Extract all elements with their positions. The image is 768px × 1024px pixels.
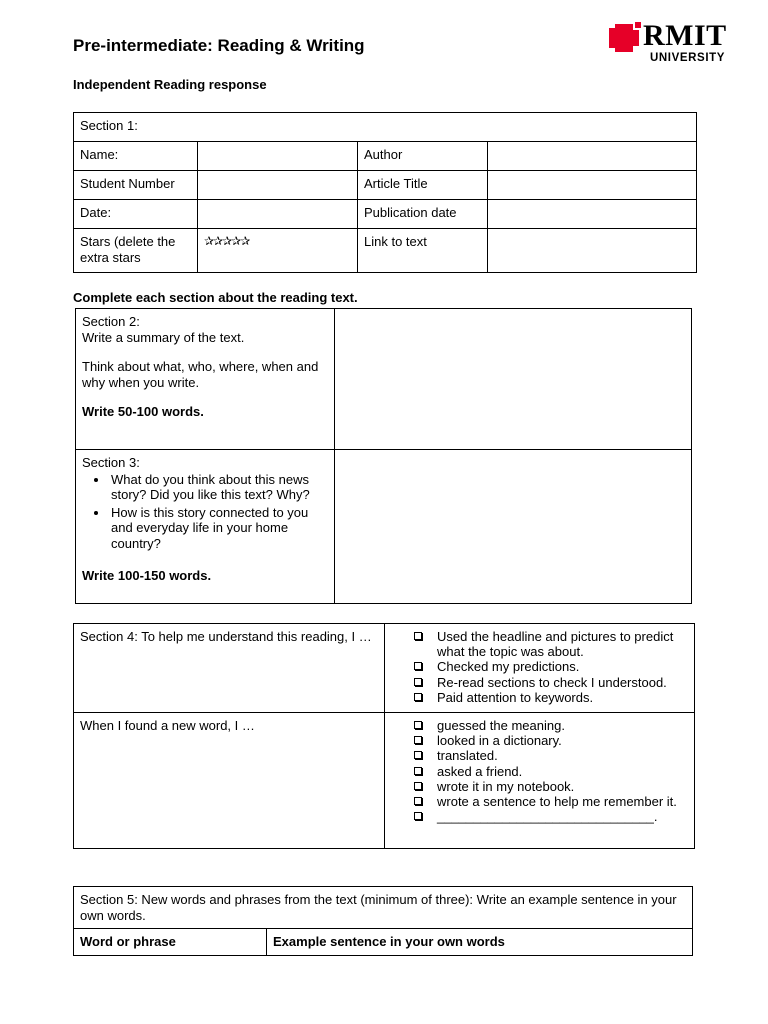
list-item[interactable]	[414, 733, 688, 748]
table-row	[74, 929, 693, 956]
word-or-phrase-header: Word or phrase	[74, 929, 267, 956]
checkbox-label: asked a friend.	[437, 763, 523, 779]
checkbox-icon[interactable]	[414, 767, 422, 775]
author-field[interactable]	[488, 142, 697, 171]
checkbox-label: Checked my predictions.	[437, 659, 580, 675]
list-item[interactable]	[414, 779, 688, 794]
table-row	[76, 450, 692, 604]
checkbox-label: ______________________________.	[437, 809, 658, 825]
checkbox-icon[interactable]	[414, 736, 422, 744]
section2-line2: Think about what, who, where, when and why when you write.	[82, 359, 319, 390]
section4-strategies	[385, 624, 695, 713]
checkbox-icon[interactable]	[414, 782, 422, 790]
section2-answer-field[interactable]	[335, 309, 692, 450]
section4-prompt: Section 4: To help me understand this reading, I …	[74, 624, 385, 713]
section3-prompt	[76, 450, 335, 604]
checkbox-icon[interactable]	[414, 751, 422, 759]
checkbox-icon[interactable]	[414, 721, 422, 729]
section5-heading: Section 5: New words and phrases from the text (minimum of three): Write an example sentence in your own words.	[74, 887, 693, 929]
publication-date-field[interactable]	[488, 200, 697, 229]
section5-table	[73, 886, 693, 956]
checkbox-icon[interactable]	[414, 678, 422, 686]
section1-table	[73, 112, 697, 273]
section3-answer-field[interactable]	[335, 450, 692, 604]
rmit-pixel-mark-icon	[609, 22, 641, 54]
table-row	[74, 624, 695, 713]
list-item[interactable]	[414, 764, 688, 779]
strategy-checklist	[385, 629, 688, 705]
section2-3-table	[75, 308, 692, 604]
date-label: Date:	[74, 200, 198, 229]
checkbox-label: guessed the meaning.	[437, 718, 565, 733]
checkbox-icon[interactable]	[414, 693, 422, 701]
table-row	[74, 200, 697, 229]
checkbox-label: wrote it in my notebook.	[437, 778, 575, 794]
new-word-prompt: When I found a new word, I …	[74, 713, 385, 849]
checkbox-icon[interactable]	[414, 632, 422, 640]
section2-line1: Write a summary of the text.	[82, 329, 245, 345]
checkbox-label: Used the headline and pictures to predict what the topic was about.	[437, 629, 674, 660]
checkbox-label: Re-read sections to check I understood.	[437, 674, 667, 690]
section2-heading: Section 2:	[82, 314, 140, 329]
logo-subtitle: UNIVERSITY	[650, 52, 726, 64]
checkbox-label: translated.	[437, 748, 498, 764]
list-item[interactable]	[414, 718, 688, 733]
list-item[interactable]	[414, 748, 688, 763]
table-row	[74, 142, 697, 171]
section2-word-count: Write 50-100 words.	[82, 404, 204, 420]
instruction-text: Complete each section about the reading text.	[73, 290, 358, 305]
section3-questions	[82, 472, 328, 552]
section1-heading: Section 1:	[74, 113, 697, 142]
table-row	[74, 229, 697, 273]
article-title-field[interactable]	[488, 171, 697, 200]
list-item[interactable]	[414, 659, 688, 674]
checkbox-icon[interactable]	[414, 662, 422, 670]
name-label: Name:	[74, 142, 198, 171]
link-to-text-label: Link to text	[358, 229, 488, 273]
list-item: • How is this story connected to you and everyday life in your home country?	[109, 505, 328, 552]
student-number-field[interactable]	[198, 171, 358, 200]
article-title-label: Article Title	[358, 171, 488, 200]
section4-table	[73, 623, 695, 849]
link-to-text-field[interactable]	[488, 229, 697, 273]
example-sentence-header: Example sentence in your own words	[267, 929, 693, 956]
list-item[interactable]	[414, 794, 688, 809]
list-item[interactable]	[414, 629, 688, 659]
new-word-checklist	[385, 718, 688, 824]
list-item: • What do you think about this news story? Did you like this text? Why?	[109, 472, 328, 503]
name-field[interactable]	[198, 142, 358, 171]
author-label: Author	[358, 142, 488, 171]
checkbox-icon[interactable]	[414, 812, 422, 820]
checkbox-label: wrote a sentence to help me remember it.	[437, 794, 677, 810]
student-number-label: Student Number	[74, 171, 198, 200]
stars-rating[interactable]: ✰✰✰✰✰	[198, 229, 358, 273]
document-subtitle: Independent Reading response	[73, 77, 267, 92]
list-item[interactable]	[414, 690, 688, 705]
table-row	[74, 171, 697, 200]
checkbox-icon[interactable]	[414, 797, 422, 805]
section2-prompt	[76, 309, 335, 450]
list-item[interactable]	[414, 809, 688, 824]
section3-word-count: Write 100-150 words.	[82, 567, 212, 583]
new-word-strategies	[385, 713, 695, 849]
table-row	[76, 309, 692, 450]
date-field[interactable]	[198, 200, 358, 229]
checkbox-label: looked in a dictionary.	[437, 733, 562, 749]
rmit-logo	[609, 19, 749, 72]
stars-label: Stars (delete the extra stars	[74, 229, 198, 273]
publication-date-label: Publication date	[358, 200, 488, 229]
logo-wordmark: RMIT	[643, 19, 727, 52]
checkbox-label: Paid attention to keywords.	[437, 689, 594, 705]
table-row	[74, 713, 695, 849]
section3-heading: Section 3:	[82, 455, 140, 470]
page-title: Pre-intermediate: Reading & Writing	[73, 36, 365, 55]
list-item[interactable]	[414, 675, 688, 690]
